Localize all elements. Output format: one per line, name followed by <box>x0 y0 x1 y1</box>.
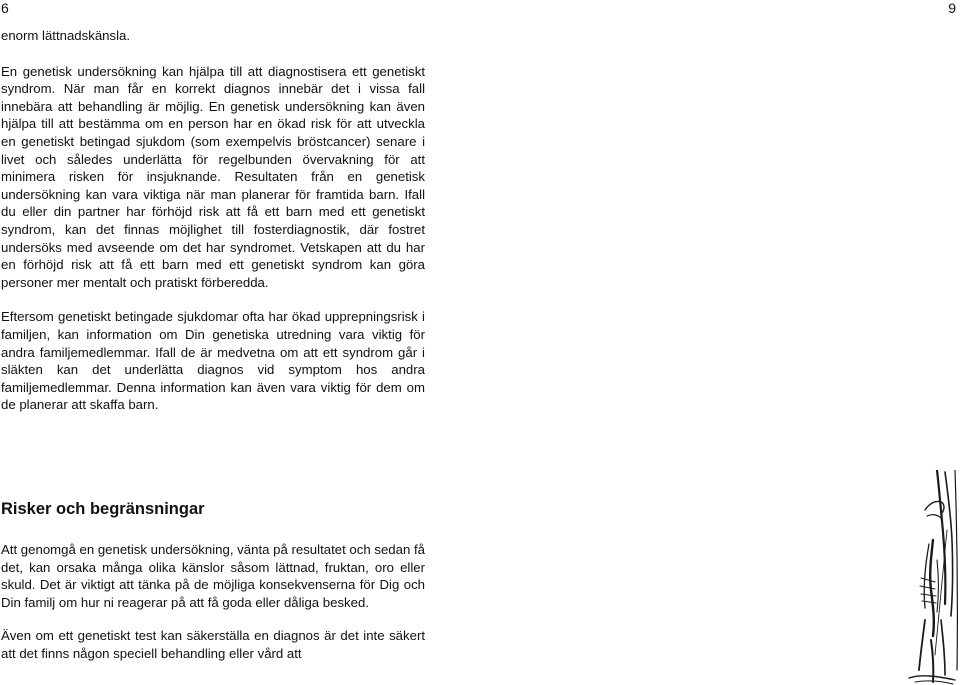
text-column-top <box>1 27 425 414</box>
paragraph-risks: Att genomgå en genetisk undersökning, vänta på resultatet och sedan få det, kan orsaka många olika känslor såsom lättnad, fruktan, oro eller skuld. Det är viktigt att tänka på de möjliga konsekvenserna för Dig och Din familj om hur ni reagerar på att få goda eller dåliga besked. <box>1 542 425 610</box>
paragraph-continuation: enorm lättnadskänsla. <box>1 28 131 43</box>
paragraph-genetic-testing: En genetisk undersökning kan hjälpa till att diagnostisera ett genetiskt syndrom. När man får en korrekt diagnos innebär det i vissa fall innebära att behandling är möjlig. En genetisk undersökning kan även hjälpa till att bestämma om en person har en ökad risk för att utveckla en genetiskt betingad sjukdom (som exempelvis bröstcancer) senare i livet och således underlätta för regelbunden övervakning för att minimera risken för insjuknande. Resultaten från en genetisk undersökning kan vara viktiga när man planerar för framtida barn. Ifall du eller din partner har förhöjd risk att få ett barn med ett genetiskt syndrom, kan det finnas möjlighet till fosterdiagnostik, där fostret undersöks med avseende om det har syndromet. Vetskapen att du har en förhöjd risk att få ett barn med ett genetiskt syndrom kan göra personer mer mentalt och pratiskt förberedda. <box>1 63 425 290</box>
page-number-left: 6 <box>1 0 9 16</box>
text-column-bottom <box>1 541 425 663</box>
paragraph-diagnosis: Även om ett genetiskt test kan säkerställa en diagnos är det inte säkert att det finns någon speciell behandling eller vård att <box>1 628 425 661</box>
section-heading: Risker och begränsningar <box>1 500 205 518</box>
paragraph-family: Eftersom genetiskt betingade sjukdomar ofta har ökad upprepningsrisk i familjen, kan information om Din genetiska utredning vara viktig för andra familjemedlemmar. Ifall de är medvetna om att ett syndrom går i släkten kan det underlätta diagnos vid symptom hos andra familjemedlemmar. Denna information kan även vara viktig för dem om de planerar att skaffa barn. <box>1 309 425 413</box>
figure-sketch-illustration <box>885 470 960 685</box>
page-number-right: 9 <box>948 0 956 16</box>
